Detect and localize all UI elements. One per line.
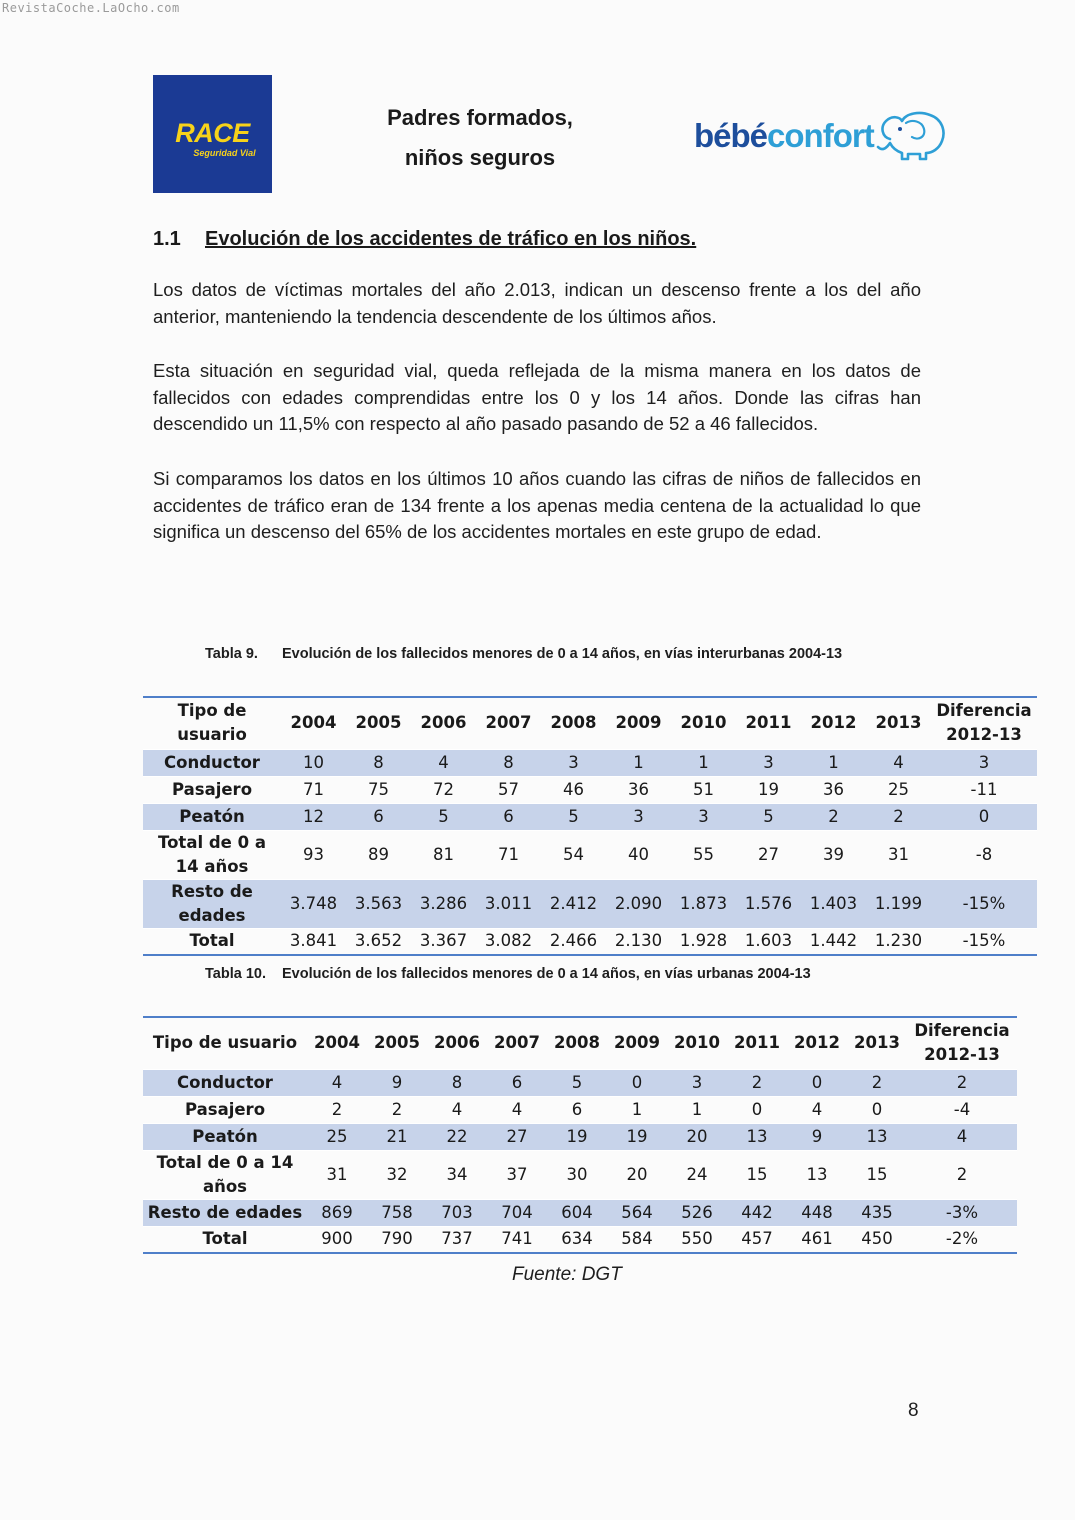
section-number: 1.1 [153, 228, 181, 250]
cell-value: 57 [498, 779, 519, 799]
table10-label: Tabla 10. [205, 966, 266, 982]
cell-value: 900 [321, 1229, 353, 1249]
paragraph-3: Si comparamos los datos en los últimos 10 años cuando las cifras de niños de fallecidos en accidentes de tráfico eran de 134 frente a los apenas media centena de la actualidad lo que significa un descenso del 65% de los accidentes mortales en este grupo de edad. [153, 468, 921, 542]
cell-value: 6 [346, 803, 411, 830]
cell-value: 450 [861, 1229, 893, 1249]
section-title: Evolución de los accidentes de tráfico en los niños. [205, 228, 697, 250]
row-label: Total [202, 1229, 248, 1249]
header-difference: Diferencia 2012-13 [914, 1021, 1010, 1065]
header-year: 2007 [485, 713, 532, 733]
section-heading [153, 228, 696, 251]
cell-value: 1 [691, 1099, 703, 1119]
table-row [143, 749, 1037, 776]
table-row [143, 928, 1037, 955]
cell-value: 0 [607, 1069, 667, 1096]
header-year: 2006 [420, 713, 467, 733]
cell-value: 1.199 [866, 879, 931, 928]
cell-value: 75 [368, 779, 389, 799]
header-year: 2008 [550, 713, 597, 733]
row-label: Conductor [143, 1069, 307, 1096]
cell-value: 5 [547, 1069, 607, 1096]
table9-caption [205, 646, 842, 662]
cell-value: 12 [281, 803, 346, 830]
cell-value: 20 [626, 1164, 648, 1184]
cell-value: 4 [307, 1069, 367, 1096]
row-label: Conductor [143, 749, 281, 776]
cell-difference: -3% [907, 1199, 1017, 1226]
cell-difference: -2% [945, 1229, 979, 1249]
cell-value: 4 [451, 1099, 463, 1119]
cell-difference: -11 [970, 779, 998, 799]
cell-value: 4 [511, 1099, 523, 1119]
cell-value: 3.841 [289, 931, 338, 951]
header-year: 2009 [615, 713, 662, 733]
cell-value: 1 [606, 749, 671, 776]
header-year: 2012 [810, 713, 857, 733]
cell-value: 1.873 [671, 879, 736, 928]
cell-value: 1 [671, 749, 736, 776]
cell-value: 2.412 [541, 879, 606, 928]
cell-difference: 0 [931, 803, 1037, 830]
cell-value: 15 [746, 1164, 768, 1184]
cell-value: 2 [847, 1069, 907, 1096]
cell-value: 435 [847, 1199, 907, 1226]
cell-difference: -8 [975, 844, 993, 864]
cell-value: 526 [667, 1199, 727, 1226]
cell-value: 34 [446, 1164, 468, 1184]
cell-value: 1.403 [801, 879, 866, 928]
cell-value: 2 [727, 1069, 787, 1096]
cell-value: 4 [411, 749, 476, 776]
cell-value: 8 [476, 749, 541, 776]
cell-value: 704 [487, 1199, 547, 1226]
cell-value: 448 [787, 1199, 847, 1226]
table-row [143, 1096, 1017, 1123]
row-label: Resto de edades [143, 1199, 307, 1226]
cell-value: 1.603 [744, 931, 793, 951]
table-urban [143, 1016, 1017, 1254]
header-difference: Diferencia 2012-13 [936, 701, 1032, 745]
elephant-icon [876, 109, 948, 163]
cell-value: 5 [541, 803, 606, 830]
cell-value: 0 [871, 1099, 883, 1119]
paragraph-2: Esta situación en seguridad vial, queda reflejada de la misma manera en los datos de fallecidos con edades comprendidas entre los 0 y los 14 años. Donde las cifras han descendido un 11,5% con respecto al año pasado pasando de 52 a 46 fallecidos. [153, 360, 921, 434]
cell-value: 2.130 [614, 931, 663, 951]
header-year: 2006 [434, 1033, 480, 1053]
race-logo-text: RACE [175, 118, 250, 148]
cell-value: 30 [566, 1164, 588, 1184]
cell-value: 46 [563, 779, 584, 799]
cell-value: 457 [741, 1229, 773, 1249]
cell-value: 1.928 [679, 931, 728, 951]
cell-value: 4 [811, 1099, 823, 1119]
cell-value: 869 [307, 1199, 367, 1226]
table-interurban [143, 696, 1037, 956]
cell-value: 19 [607, 1123, 667, 1150]
cell-value: 1.442 [809, 931, 858, 951]
cell-value: 3.367 [419, 931, 468, 951]
cell-value: 0 [751, 1099, 763, 1119]
cell-value: 3 [671, 803, 736, 830]
cell-value: 10 [281, 749, 346, 776]
race-logo-subtitle: Seguridad Vial [193, 148, 256, 158]
cell-difference: -15% [931, 879, 1037, 928]
header-year: 2013 [875, 713, 922, 733]
cell-value: 3.011 [476, 879, 541, 928]
document-title [340, 98, 620, 178]
cell-value: 3.286 [411, 879, 476, 928]
header-year: 2011 [745, 713, 792, 733]
cell-difference: -4 [953, 1099, 971, 1119]
cell-value: 40 [628, 844, 649, 864]
cell-value: 51 [693, 779, 714, 799]
page-number: 8 [908, 1400, 919, 1421]
cell-value: 25 [307, 1123, 367, 1150]
cell-value: 22 [427, 1123, 487, 1150]
cell-value: 36 [823, 779, 844, 799]
cell-value: 790 [381, 1229, 413, 1249]
cell-value: 81 [433, 844, 454, 864]
cell-value: 71 [498, 844, 519, 864]
table-row [143, 1226, 1017, 1253]
cell-difference: 3 [931, 749, 1037, 776]
cell-value: 25 [888, 779, 909, 799]
cell-value: 15 [866, 1164, 888, 1184]
header-year: 2010 [674, 1033, 720, 1053]
cell-value: 5 [736, 803, 801, 830]
title-line-1: Padres formados, [387, 105, 573, 130]
row-label: Peatón [143, 1123, 307, 1150]
cell-value: 4 [866, 749, 931, 776]
cell-value: 8 [346, 749, 411, 776]
row-label: Peatón [143, 803, 281, 830]
cell-value: 54 [563, 844, 584, 864]
cell-value: 737 [441, 1229, 473, 1249]
cell-value: 13 [847, 1123, 907, 1150]
cell-difference: 2 [907, 1069, 1017, 1096]
cell-value: 19 [547, 1123, 607, 1150]
cell-value: 71 [303, 779, 324, 799]
cell-value: 1 [631, 1099, 643, 1119]
header-user-type: Tipo de usuario [152, 1033, 298, 1053]
table10-caption-text: Evolución de los fallecidos menores de 0 a 14 años, en vías urbanas 2004-13 [282, 966, 811, 982]
row-label: Pasajero [184, 1099, 266, 1119]
confort-word: confort [767, 117, 874, 154]
cell-value: 3.082 [484, 931, 533, 951]
cell-difference: 2 [956, 1164, 968, 1184]
cell-value: 3 [736, 749, 801, 776]
cell-value: 6 [476, 803, 541, 830]
cell-value: 550 [681, 1229, 713, 1249]
bebeconfort-logo [694, 108, 948, 164]
cell-value: 13 [806, 1164, 828, 1184]
cell-value: 584 [621, 1229, 653, 1249]
row-label: Total de 0 a 14 años [156, 1152, 294, 1196]
cell-value: 2.466 [549, 931, 598, 951]
cell-difference: 4 [907, 1123, 1017, 1150]
cell-value: 20 [667, 1123, 727, 1150]
header-year: 2009 [614, 1033, 660, 1053]
cell-value: 24 [686, 1164, 708, 1184]
table10-caption [205, 966, 811, 982]
table-row [143, 1123, 1017, 1150]
header-year: 2012 [794, 1033, 840, 1053]
cell-value: 6 [487, 1069, 547, 1096]
table9-caption-text: Evolución de los fallecidos menores de 0 a 14 años, en vías interurbanas 2004-13 [282, 646, 843, 662]
cell-value: 3.652 [354, 931, 403, 951]
cell-value: 634 [561, 1229, 593, 1249]
table-row [143, 1069, 1017, 1096]
cell-value: 1 [801, 749, 866, 776]
cell-value: 9 [787, 1123, 847, 1150]
header-year: 2004 [290, 713, 337, 733]
cell-value: 89 [368, 844, 389, 864]
header-year: 2007 [494, 1033, 540, 1053]
cell-value: 13 [727, 1123, 787, 1150]
header-year: 2013 [854, 1033, 900, 1053]
table9-label: Tabla 9. [205, 646, 258, 662]
source-note: Fuente: DGT [512, 1264, 622, 1285]
cell-value: 31 [888, 844, 909, 864]
cell-value: 5 [411, 803, 476, 830]
table-row [143, 830, 1037, 879]
bebeconfort-wordmark [694, 116, 874, 156]
cell-value: 2.090 [606, 879, 671, 928]
cell-value: 27 [487, 1123, 547, 1150]
header-year: 2005 [355, 713, 402, 733]
cell-value: 3 [541, 749, 606, 776]
row-label: Resto de edades [143, 879, 281, 928]
cell-value: 741 [501, 1229, 533, 1249]
row-label: Pasajero [171, 779, 253, 799]
row-label: Total [189, 931, 235, 951]
cell-value: 3 [667, 1069, 727, 1096]
cell-value: 72 [433, 779, 454, 799]
cell-value: 442 [727, 1199, 787, 1226]
table-row [143, 879, 1037, 928]
race-logo [153, 75, 272, 193]
cell-value: 6 [571, 1099, 583, 1119]
cell-value: 3 [606, 803, 671, 830]
cell-value: 32 [386, 1164, 408, 1184]
cell-value: 55 [693, 844, 714, 864]
cell-value: 1.230 [874, 931, 923, 951]
cell-value: 37 [506, 1164, 528, 1184]
header-year: 2011 [734, 1033, 780, 1053]
cell-value: 758 [367, 1199, 427, 1226]
row-label: Total de 0 a 14 años [158, 832, 266, 876]
cell-value: 564 [607, 1199, 667, 1226]
cell-value: 19 [758, 779, 779, 799]
cell-value: 604 [547, 1199, 607, 1226]
header-year: 2010 [680, 713, 727, 733]
title-line-2: niños seguros [404, 145, 556, 170]
header-year: 2008 [554, 1033, 600, 1053]
cell-value: 2 [391, 1099, 403, 1119]
cell-value: 39 [823, 844, 844, 864]
cell-value: 93 [303, 844, 324, 864]
cell-value: 0 [787, 1069, 847, 1096]
header-year: 2005 [374, 1033, 420, 1053]
cell-value: 2 [331, 1099, 343, 1119]
cell-value: 3.748 [281, 879, 346, 928]
cell-value: 703 [427, 1199, 487, 1226]
header-year: 2004 [314, 1033, 360, 1053]
cell-value: 27 [758, 844, 779, 864]
bebe-word: bébé [694, 117, 768, 154]
table-row [143, 776, 1037, 803]
table-row [143, 1150, 1017, 1199]
paragraph-1: Los datos de víctimas mortales del año 2.013, indican un descenso frente a los del año anterior, manteniendo la tendencia descendente de los últimos años. [153, 279, 921, 327]
table-row [143, 803, 1037, 830]
watermark: RevistaCoche.LaOcho.com [2, 1, 180, 15]
cell-value: 21 [367, 1123, 427, 1150]
cell-value: 36 [628, 779, 649, 799]
table-row [143, 1199, 1017, 1226]
cell-value: 9 [367, 1069, 427, 1096]
cell-value: 8 [427, 1069, 487, 1096]
cell-value: 461 [801, 1229, 833, 1249]
header-user-type: Tipo de usuario [177, 701, 247, 745]
cell-value: 2 [801, 803, 866, 830]
cell-value: 31 [326, 1164, 348, 1184]
cell-value: 2 [866, 803, 931, 830]
cell-value: 3.563 [346, 879, 411, 928]
cell-value: 1.576 [736, 879, 801, 928]
cell-difference: -15% [962, 931, 1006, 951]
